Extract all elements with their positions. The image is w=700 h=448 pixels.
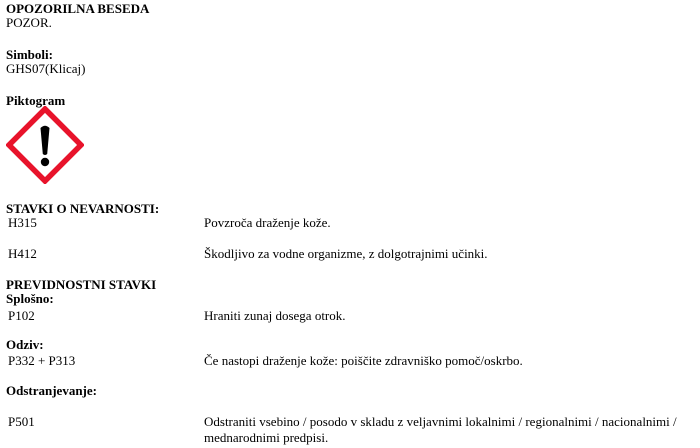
precaution-code-p332-p313: P332 + P313: [8, 353, 76, 368]
precaution-text-p332-p313: Če nastopi draženje kože: poiščite zdravniško pomoč/oskrbo.: [204, 353, 523, 368]
ghs07-exclamation-mark-icon: [6, 106, 84, 184]
precaution-code-p501: P501: [8, 414, 35, 429]
general-heading: Splošno:: [6, 291, 54, 306]
signal-word-value: POZOR.: [6, 15, 52, 30]
symbols-value: GHS07(Klicaj): [6, 61, 86, 76]
hazard-statements-heading: STAVKI O NEVARNOSTI:: [6, 201, 160, 216]
hazard-text-h412: Škodljivo za vodne organizme, z dolgotrajnimi učinki.: [204, 246, 488, 261]
precaution-text-p501-line2: mednarodnimi predpisi.: [204, 430, 329, 445]
disposal-heading: Odstranjevanje:: [6, 383, 97, 398]
pictogram-heading: Piktogram: [6, 93, 66, 108]
hazard-code-h412: H412: [8, 246, 37, 261]
precautionary-statements-heading: PREVIDNOSTNI STAVKI: [6, 277, 157, 292]
signal-word-heading: OPOZORILNA BESEDA: [6, 1, 150, 16]
response-heading: Odziv:: [6, 337, 44, 352]
precaution-text-p501-line1: Odstraniti vsebino / posodo v skladu z veljavnimi lokalnimi / regionalnimi / nacionalnimi /: [204, 414, 677, 429]
precaution-text-p102: Hraniti zunaj dosega otrok.: [204, 308, 346, 323]
precaution-code-p102: P102: [8, 308, 35, 323]
hazard-code-h315: H315: [8, 215, 37, 230]
hazard-text-h315: Povzroča draženje kože.: [204, 215, 331, 230]
symbols-heading: Simboli:: [6, 47, 53, 62]
